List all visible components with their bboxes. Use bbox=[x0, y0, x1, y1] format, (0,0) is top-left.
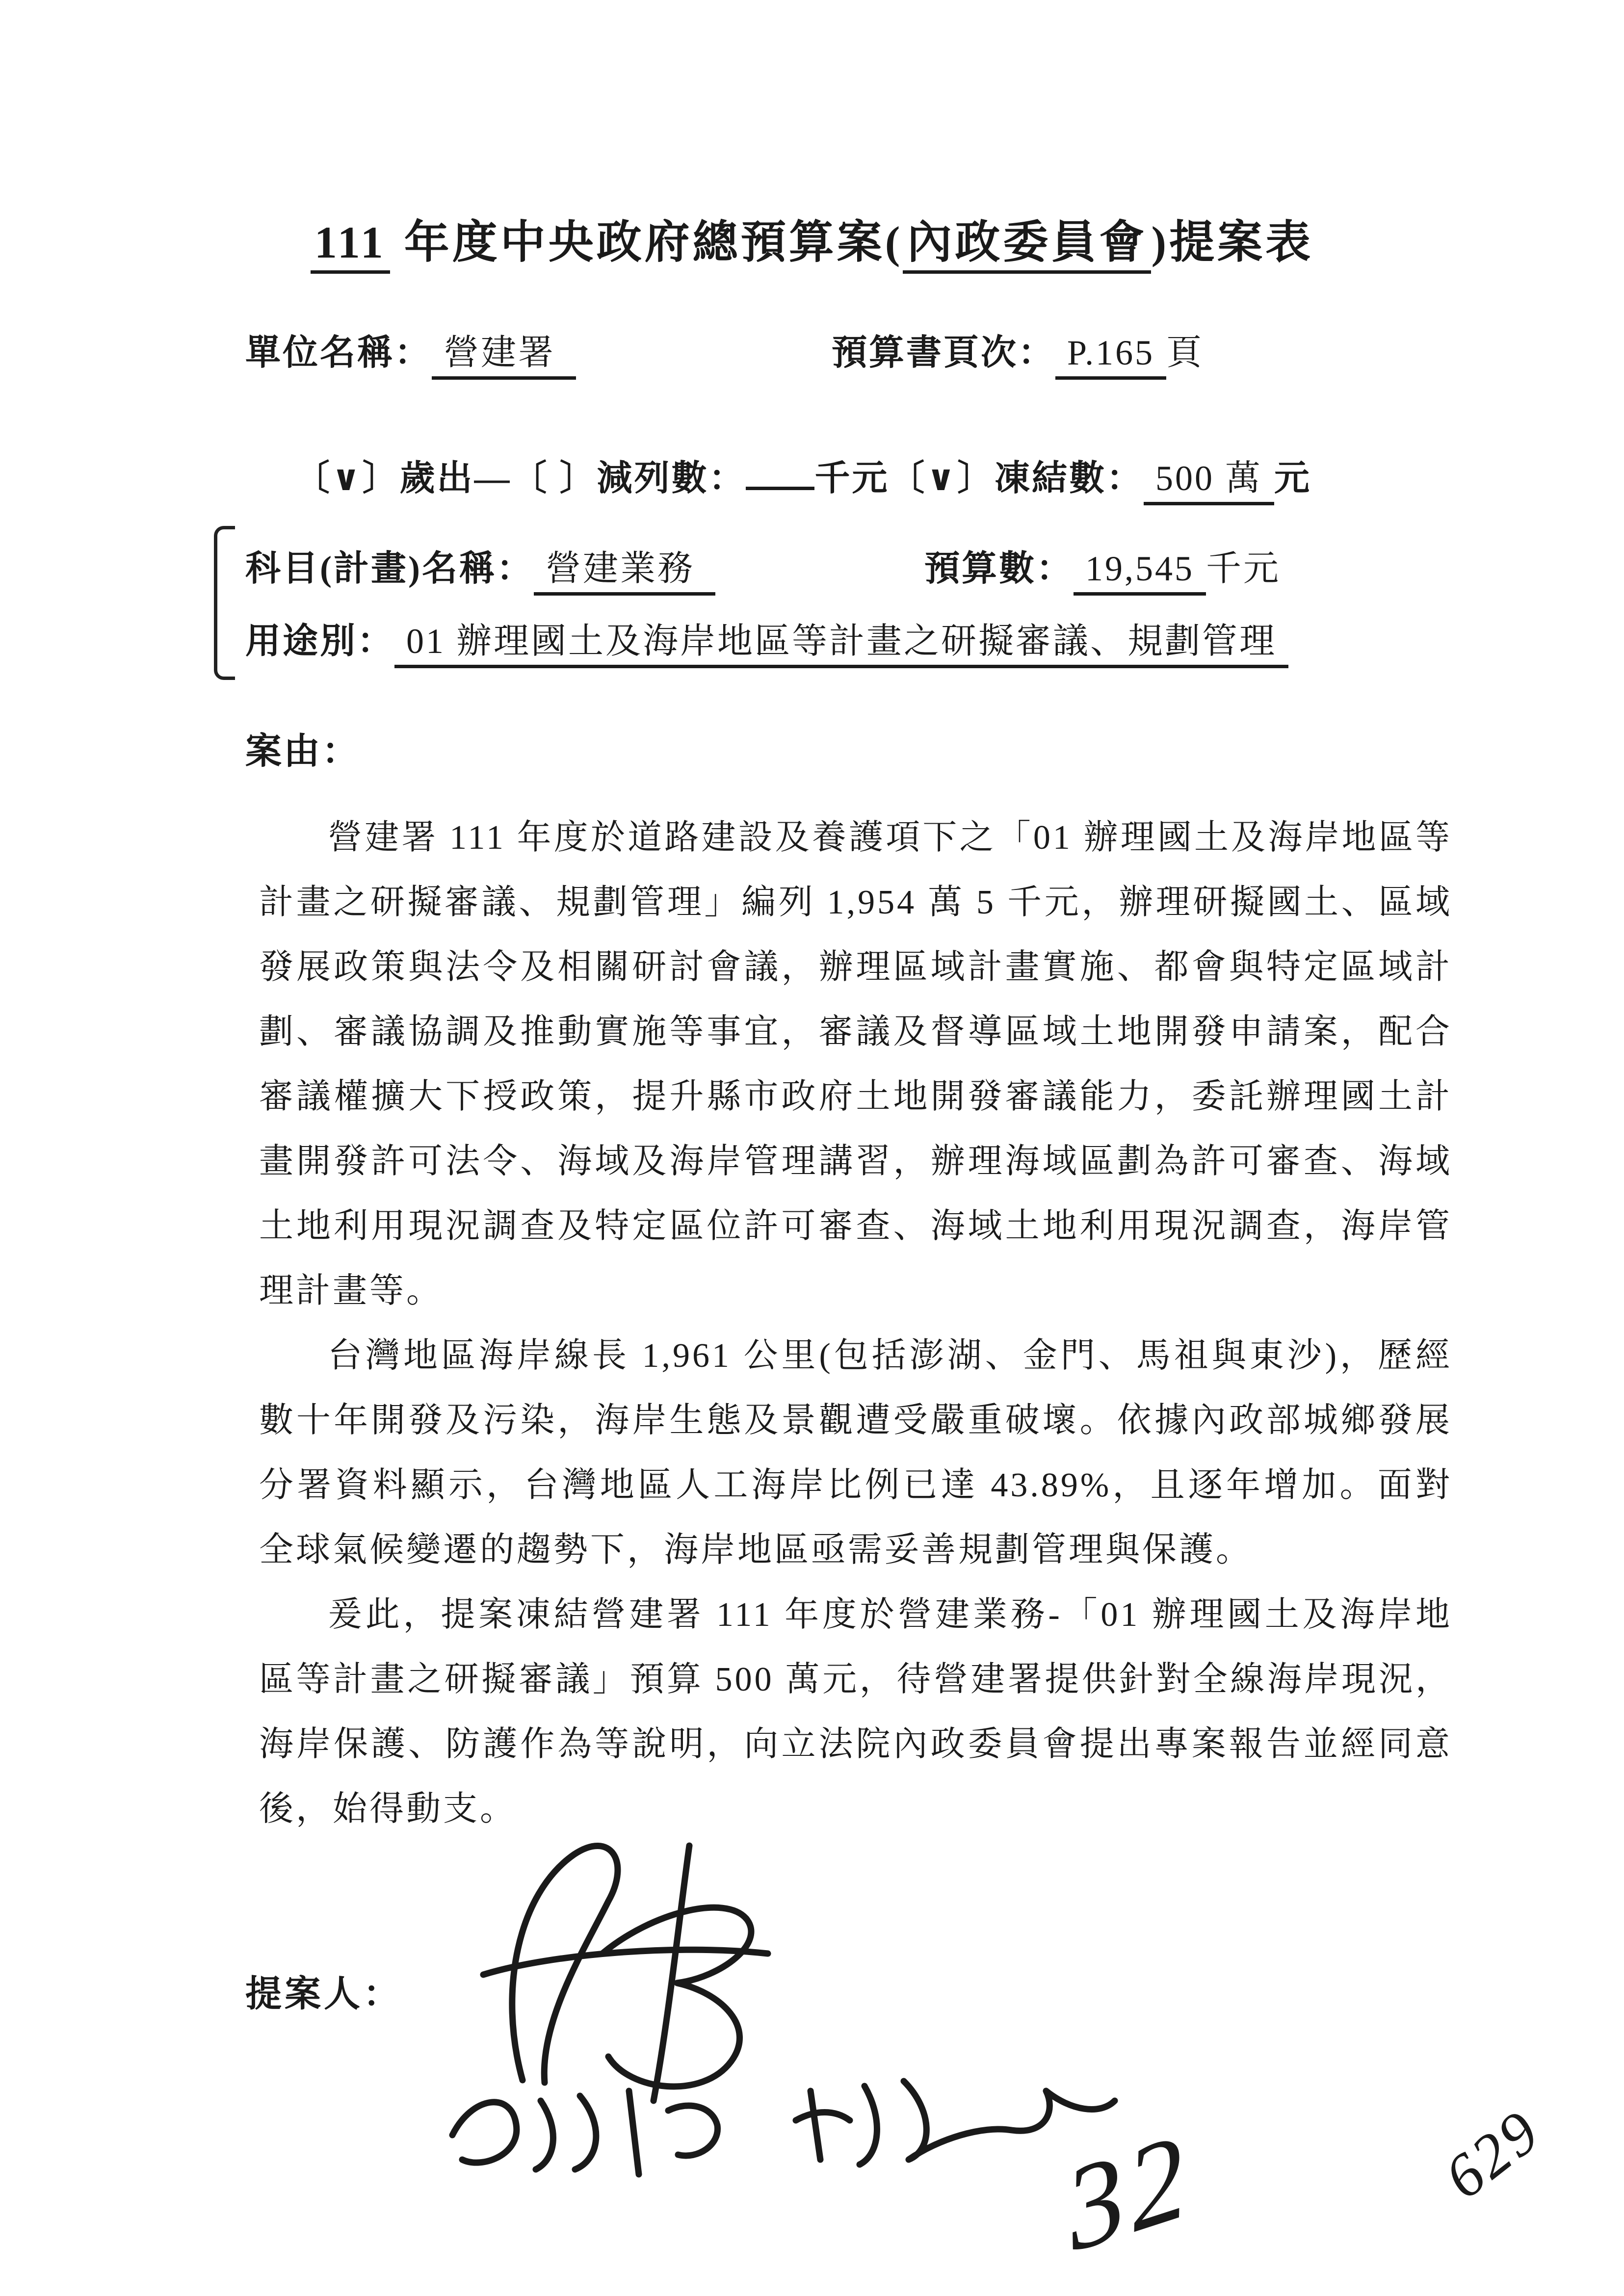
case-paragraph-2: 台灣地區海岸線長 1,961 公里(包括澎湖、金門、馬祖與東沙)，歷經數十年開發及污染，海岸生態及景觀遭受嚴重破壞。依據內政部城鄉發展分署資料顯示，台灣地區人工海岸比例已達 43.89%，且逐年增加。面對全球氣候變遷的趨勢下，海岸地區亟需妥善規劃管理與保護。 bbox=[259, 1337, 1452, 1569]
signature-stroke bbox=[811, 2091, 820, 2160]
unit-value: 營建署 bbox=[432, 333, 576, 380]
unit-label: 單位名稱： bbox=[245, 333, 432, 372]
signature-stroke bbox=[654, 1846, 689, 2101]
case-paragraph-3: 爰此，提案凍結營建署 111 年度於營建業務-「01 辦理國土及海岸地區等計畫之研擬審議」預算 500 萬元，待營建署提供針對全線海岸現況，海岸保護、防護作為等說明，向立法院內政委員會提出專案報告並經同意後，始得動支。 bbox=[259, 1596, 1452, 1828]
document-title bbox=[0, 206, 1624, 271]
usage-label: 用途別： bbox=[245, 622, 395, 661]
title-year: 111 bbox=[311, 217, 390, 274]
reduction-blank-line bbox=[746, 451, 814, 490]
title-committee: 內政委員會 bbox=[903, 217, 1151, 274]
proposer-label: 提案人： bbox=[245, 1974, 402, 2014]
case-paragraph-1: 營建署 111 年度於道路建設及養護項下之「01 辦理國土及海岸地區等計畫之研擬審議、規劃管理」編列 1,954 萬 5 千元，辦理研擬國土、區域發展政策與法令及相關研討會議，辦理區域計畫實施、都會與特定區域計劃、審議協調及推動實施等事宜，審議及督導區域土地開發申請案，配合審議權擴大下授政策，提升縣市政府土地開發審議能力，委託辦理國土計畫開發許可法令、海域及海岸管理講習，辦理海域區劃為許可審查、海域土地利用現況調查及特定區位許可審查、海域土地利用現況調查，海岸管理計畫等。 bbox=[259, 819, 1452, 1310]
budget-amount-label: 預算數： bbox=[924, 549, 1074, 588]
handwritten-page-number: 32 bbox=[1058, 2107, 1199, 2277]
budget-amount-field bbox=[924, 540, 1281, 591]
check-freeze-label: 〔∨〕凍結數： bbox=[889, 459, 1144, 498]
check-expenditure-label: 〔∨〕歲出—〔 〕減列數： bbox=[294, 459, 746, 498]
signature-stroke bbox=[575, 2096, 596, 2169]
freeze-value: 500 萬 bbox=[1144, 459, 1274, 505]
freeze-suffix: 元 bbox=[1274, 459, 1311, 498]
signature-stroke bbox=[452, 2102, 517, 2163]
budget-page-suffix: 頁 bbox=[1166, 333, 1204, 372]
budget-page-field bbox=[832, 324, 1204, 375]
check-field bbox=[294, 449, 1311, 500]
signature-stroke bbox=[603, 1907, 751, 2087]
case-body bbox=[259, 806, 1452, 1842]
unit-field bbox=[245, 324, 576, 375]
signature-stroke bbox=[668, 2106, 718, 2156]
subject-label: 科目(計畫)名稱： bbox=[245, 549, 534, 588]
signature-stroke bbox=[536, 2101, 553, 2169]
subject-value: 營建業務 bbox=[534, 549, 715, 596]
field-group-bracket bbox=[214, 526, 235, 680]
budget-amount-value: 19,545 bbox=[1074, 549, 1206, 596]
budget-page-label: 預算書頁次： bbox=[832, 333, 1056, 372]
handwritten-corner-number: 629 bbox=[1432, 2096, 1553, 2212]
title-mid: 年度中央政府總預算案( bbox=[390, 217, 903, 267]
signature-stroke bbox=[512, 1846, 618, 2083]
budget-page-value: P.165 bbox=[1055, 333, 1166, 380]
subject-field bbox=[245, 540, 715, 591]
signature-stroke bbox=[483, 1950, 768, 1975]
reduction-unit: 千元 bbox=[814, 459, 890, 498]
signature-stroke bbox=[629, 2091, 639, 2174]
title-tail: )提案表 bbox=[1151, 217, 1314, 267]
signature-stroke bbox=[796, 2113, 850, 2121]
signature-stroke bbox=[860, 2086, 877, 2165]
usage-field bbox=[245, 612, 1288, 663]
case-heading: 案由： bbox=[245, 731, 360, 772]
usage-value: 01 辦理國土及海岸地區等計畫之研擬審議、規劃管理 bbox=[394, 622, 1288, 668]
budget-amount-suffix: 千元 bbox=[1206, 549, 1281, 588]
